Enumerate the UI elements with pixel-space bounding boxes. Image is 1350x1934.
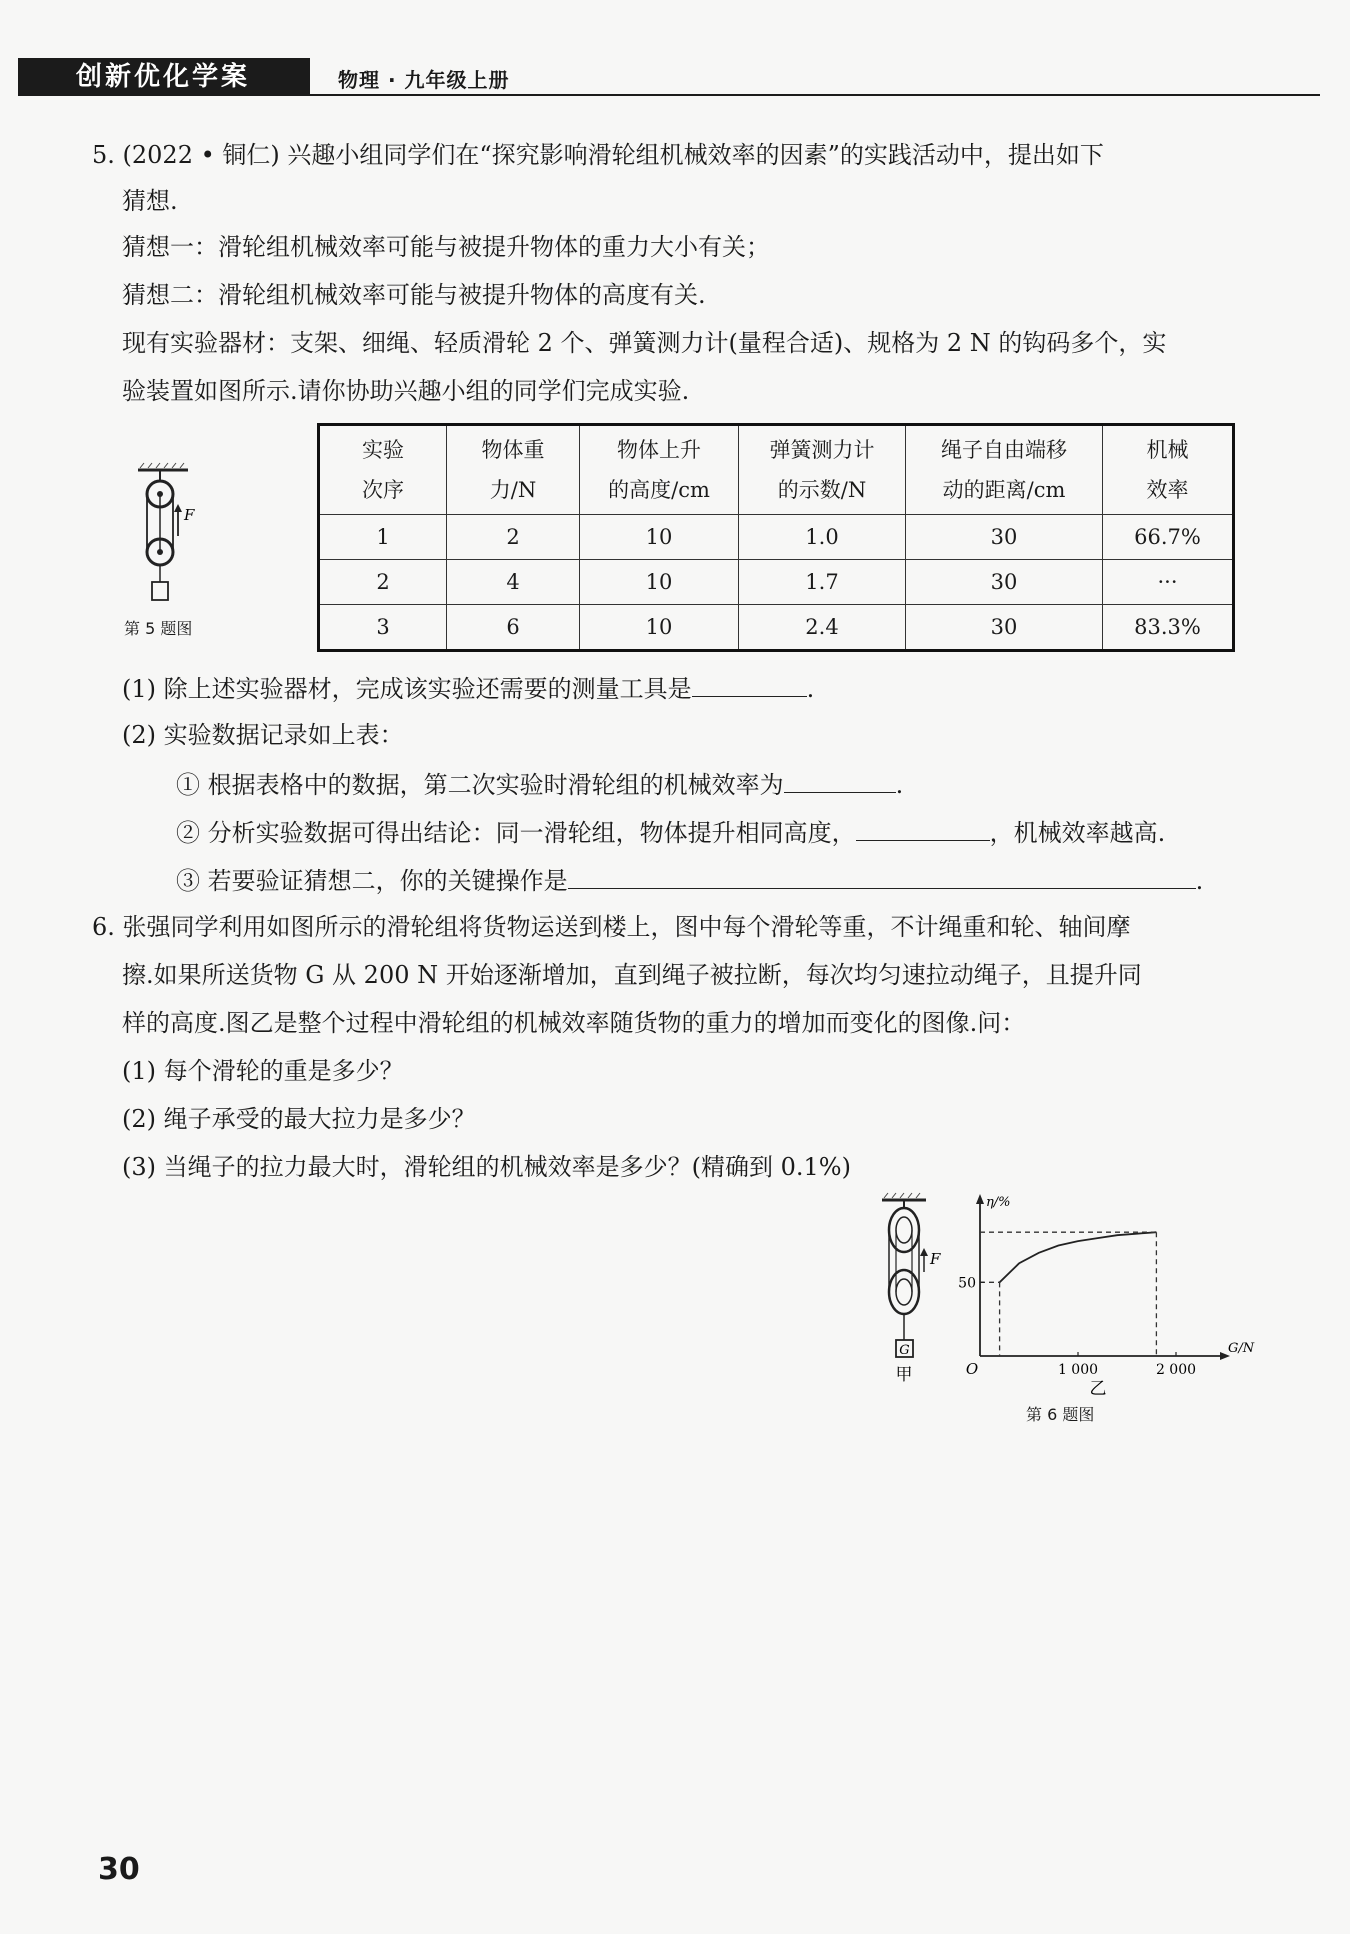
q6-sub3: (3) 当绳子的拉力最大时，滑轮组的机械效率是多少？(精确到 0.1%) [122, 1153, 851, 1181]
table-cell: 66.7% [1103, 515, 1234, 560]
table-header-cell: 弹簧测力计 的示数/N [739, 425, 906, 515]
q5-stem-line2: 猜想. [122, 187, 178, 215]
q5-figure-caption: 第 5 题图 [124, 619, 193, 638]
table-cell: 6 [447, 605, 580, 651]
table-header-cell: 物体上升 的高度/cm [580, 425, 739, 515]
q5-sub2-c: ③ 若要验证猜想二，你的关键操作是 . [176, 862, 1203, 898]
answer-blank[interactable] [856, 814, 990, 841]
q5-weight-block [152, 582, 168, 600]
q6-line1: 6. 张强同学利用如图所示的滑轮组将货物运送到楼上，图中每个滑轮等重，不计绳重和轮、轴间摩 [92, 913, 1131, 941]
table-row [319, 605, 1234, 651]
q6-line3: 样的高度.图乙是整个过程中滑轮组的机械效率随货物的重力的增加而变化的图像.问： [122, 1009, 1026, 1037]
table-cell: 2.4 [739, 605, 906, 651]
q6-sub2: (2) 绳子承受的最大拉力是多少？ [122, 1105, 476, 1133]
q5-guess1: 猜想一：滑轮组机械效率可能与被提升物体的重力大小有关； [122, 233, 770, 261]
header-rule [310, 94, 1320, 96]
x-axis-label: G/N [1228, 1341, 1255, 1356]
q5-equip-line2: 验装置如图所示.请你协助兴趣小组的同学们完成实验. [122, 377, 690, 405]
table-row [319, 515, 1234, 560]
table-cell: 30 [906, 560, 1103, 605]
q5-force-label: F [184, 506, 195, 524]
y-axis-label: η/% [986, 1195, 1011, 1210]
table-header-cell: 绳子自由端移 动的距离/cm [906, 425, 1103, 515]
table-row [319, 560, 1234, 605]
table-header-cell: 机械 效率 [1103, 425, 1234, 515]
efficiency-curve [1000, 1232, 1157, 1282]
y-tick-label: 50 [958, 1275, 976, 1292]
q5-guess2: 猜想二：滑轮组机械效率可能与被提升物体的高度有关. [122, 281, 706, 309]
q5-stem-line1: 5. (2022 • 铜仁) 兴趣小组同学们在“探究影响滑轮组机械效率的因素”的实践活动中，提出如下 [92, 141, 1104, 169]
q5-pulley-figure [120, 460, 210, 610]
q6-line2: 擦.如果所送货物 G 从 200 N 开始逐渐增加，直到绳子被拉断，每次均匀速拉动绳子，且提升同 [122, 961, 1142, 989]
brand-logo: 创新优化学案 [18, 58, 310, 96]
q6-figure-caption: 第 6 题图 [1026, 1405, 1095, 1424]
table-cell: 83.3% [1103, 605, 1234, 651]
table-cell: 10 [580, 560, 739, 605]
answer-blank[interactable] [568, 862, 1196, 889]
table-header-cell: 物体重 力/N [447, 425, 580, 515]
q6-yi-label: 乙 [1089, 1379, 1107, 1399]
q5-sub2-b: ② 分析实验数据可得出结论：同一滑轮组，物体提升相同高度， ，机械效率越高. [176, 814, 1165, 850]
table-cell: 10 [580, 605, 739, 651]
origin-label: O [965, 1360, 979, 1378]
q6-load-label: G [899, 1343, 910, 1358]
x-tick-label: 2 000 [1155, 1362, 1197, 1378]
q5-sub2: (2) 实验数据记录如上表： [122, 721, 404, 749]
page-header [18, 58, 1318, 96]
table-cell: 1.7 [739, 560, 906, 605]
q5-data-table [317, 423, 1235, 652]
q5-sub1: (1) 除上述实验器材，完成该实验还需要的测量工具是 . [122, 670, 814, 706]
subject-title: 物理 · 九年级上册 [338, 68, 510, 92]
q5-equip-line1: 现有实验器材：支架、细绳、轻质滑轮 2 个、弹簧测力计(量程合适)、规格为 2 N 的钩码多个，实 [122, 329, 1167, 357]
table-cell: 1.0 [739, 515, 906, 560]
q5-sub2-a: ① 根据表格中的数据，第二次实验时滑轮组的机械效率为 . [176, 766, 903, 802]
table-header-row [319, 425, 1234, 515]
answer-blank[interactable] [692, 670, 807, 697]
q6-jia-label: 甲 [895, 1365, 913, 1385]
table-cell: 2 [447, 515, 580, 560]
page-number: 30 [98, 1852, 140, 1887]
y-axis-arrow [976, 1194, 984, 1204]
q6-efficiency-chart [950, 1190, 1270, 1400]
table-cell: ··· [1103, 560, 1234, 605]
table-cell: 30 [906, 515, 1103, 560]
table-header-cell: 实验 次序 [319, 425, 447, 515]
x-tick-label: 1 000 [1057, 1362, 1099, 1378]
table-cell: 3 [319, 605, 447, 651]
q6-force-label: F [930, 1250, 941, 1268]
q6-sub1: (1) 每个滑轮的重是多少？ [122, 1057, 404, 1085]
table-cell: 1 [319, 515, 447, 560]
answer-blank[interactable] [784, 766, 896, 793]
table-cell: 4 [447, 560, 580, 605]
q6-pulley-figure [870, 1192, 960, 1392]
table-cell: 30 [906, 605, 1103, 651]
table-cell: 10 [580, 515, 739, 560]
table-cell: 2 [319, 560, 447, 605]
